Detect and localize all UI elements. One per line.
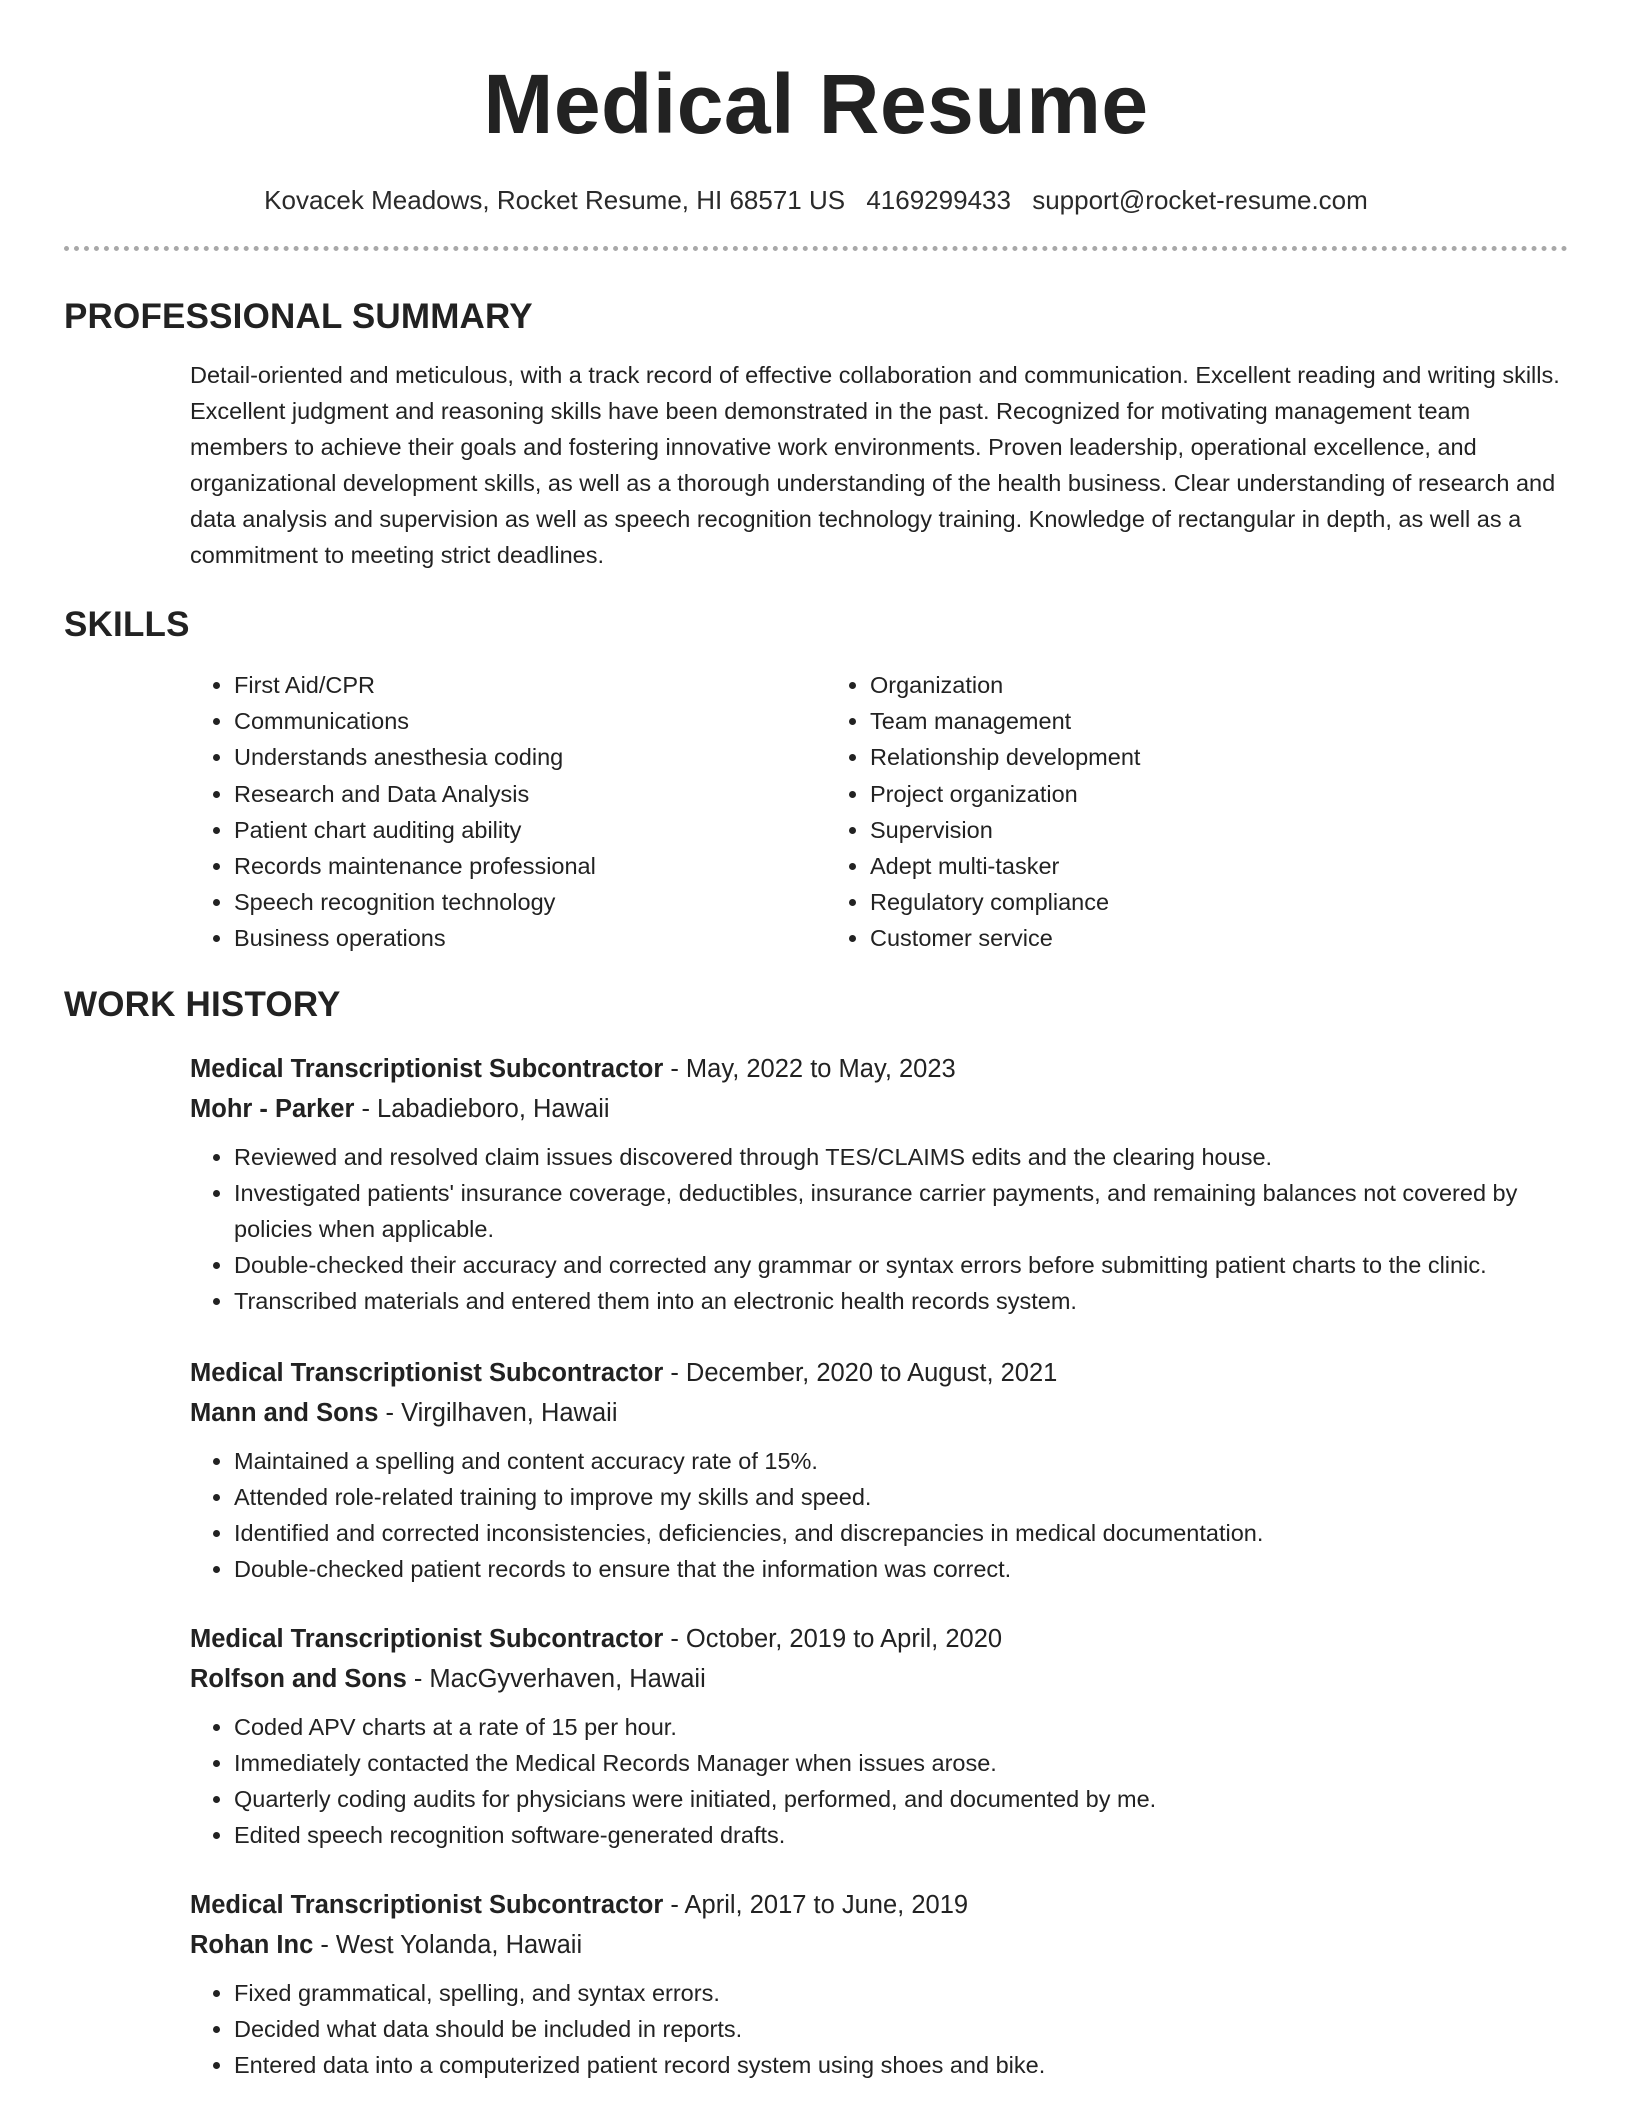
job-duty: • Immediately contacted the Medical Records Manager when issues arose. <box>234 1745 1568 1781</box>
skill-item: • Research and Data Analysis <box>234 776 826 812</box>
job-duty: • Reviewed and resolved claim issues discovered through TES/CLAIMS edits and the clearing house. <box>234 1139 1568 1175</box>
job-location: - West Yolanda, Hawaii <box>313 1930 583 1959</box>
skill-item: • Customer service <box>870 920 1462 956</box>
skill-item: • Understands anesthesia coding <box>234 739 826 775</box>
skill-item: • First Aid/CPR <box>234 667 826 703</box>
job-role: Medical Transcriptionist Subcontractor <box>190 1624 664 1653</box>
job-duty: • Identified and corrected inconsistencies, deficiencies, and discrepancies in medical documentation. <box>234 1515 1568 1551</box>
skill-item: • Organization <box>870 667 1462 703</box>
skills-heading: SKILLS <box>64 605 190 644</box>
job-company: Rohan Inc <box>190 1930 314 1959</box>
job-role: Medical Transcriptionist Subcontractor <box>190 1054 664 1083</box>
skill-item: • Team management <box>870 703 1462 739</box>
skill-item: • Business operations <box>234 920 826 956</box>
contact-line <box>64 184 1568 216</box>
job-title-line <box>190 1619 1568 1659</box>
job-entry <box>190 1353 1568 1587</box>
skill-item: • Records maintenance professional <box>234 848 826 884</box>
job-location: - Virgilhaven, Hawaii <box>378 1398 618 1427</box>
job-duty: • Maintained a spelling and content accuracy rate of 15%. <box>234 1443 1568 1479</box>
job-duty: • Coded APV charts at a rate of 15 per hour. <box>234 1709 1568 1745</box>
job-company: Rolfson and Sons <box>190 1664 407 1693</box>
job-entry <box>190 1619 1568 1853</box>
work-history-heading: WORK HISTORY <box>64 984 341 1024</box>
job-duty: • Fixed grammatical, spelling, and syntax errors. <box>234 1975 1568 2011</box>
contact-phone: 4169299433 <box>866 185 1011 215</box>
resume-title: Medical Resume <box>483 57 1149 151</box>
summary-heading: PROFESSIONAL SUMMARY <box>64 297 533 336</box>
job-title-line <box>190 1885 1568 1925</box>
skill-item: • Supervision <box>870 812 1462 848</box>
summary-text: Detail-oriented and meticulous, with a track record of effective collaboration and communication. Excellent reading and writing skills. Excellent judgment and reasoning skills have been demonstrated in the past. Recognized for motivating management team members to achieve their goals and fostering innovative work environments. Proven leadership, operational excellence, and organizational development skills, as well as a thorough understanding of the health business. Clear understanding of research and data analysis and supervision as well as speech recognition technology training. Knowledge of rectangular in depth, as well as a commitment to meeting strict deadlines. <box>190 362 1560 568</box>
job-duty: • Quarterly coding audits for physicians were initiated, performed, and documented by me. <box>234 1781 1568 1817</box>
skills-column-left <box>190 667 826 957</box>
job-duty: • Double-checked patient records to ensure that the information was correct. <box>234 1551 1568 1587</box>
skill-item: • Speech recognition technology <box>234 884 826 920</box>
skills-list <box>190 667 1568 957</box>
job-company-line <box>190 1089 1568 1129</box>
job-dates: - October, 2019 to April, 2020 <box>663 1624 1003 1653</box>
job-dates: - May, 2022 to May, 2023 <box>663 1054 956 1083</box>
job-company-line <box>190 1659 1568 1699</box>
job-company: Mohr - Parker <box>190 1094 355 1123</box>
job-company: Mann and Sons <box>190 1398 379 1427</box>
skill-item: • Regulatory compliance <box>870 884 1462 920</box>
job-company-line <box>190 1925 1568 1965</box>
job-duty: • Edited speech recognition software-generated drafts. <box>234 1817 1568 1853</box>
skill-item: • Adept multi-tasker <box>870 848 1462 884</box>
job-dates: - December, 2020 to August, 2021 <box>663 1358 1058 1387</box>
skill-item: • Relationship development <box>870 739 1462 775</box>
job-role: Medical Transcriptionist Subcontractor <box>190 1358 664 1387</box>
job-duties <box>190 1139 1568 1319</box>
job-entry <box>190 1885 1568 2083</box>
job-duty: • Attended role-related training to improve my skills and speed. <box>234 1479 1568 1515</box>
skill-item: • Project organization <box>870 776 1462 812</box>
job-dates: - April, 2017 to June, 2019 <box>663 1890 969 1919</box>
job-role: Medical Transcriptionist Subcontractor <box>190 1890 664 1919</box>
job-title-line <box>190 1353 1568 1393</box>
job-title-line <box>190 1049 1568 1089</box>
contact-address: Kovacek Meadows, Rocket Resume, HI 68571 US <box>264 185 846 215</box>
skills-column-right <box>826 667 1462 957</box>
skill-item: • Patient chart auditing ability <box>234 812 826 848</box>
job-location: - Labadieboro, Hawaii <box>354 1094 610 1123</box>
skill-item: • Communications <box>234 703 826 739</box>
job-duty: • Double-checked their accuracy and corrected any grammar or syntax errors before submitting patient charts to the clinic. <box>234 1247 1568 1283</box>
job-duty: • Decided what data should be included in reports. <box>234 2011 1568 2047</box>
contact-email: support@rocket-resume.com <box>1032 185 1368 215</box>
resume-header <box>64 0 1568 251</box>
job-company-line <box>190 1393 1568 1433</box>
job-duty: • Transcribed materials and entered them into an electronic health records system. <box>234 1283 1568 1319</box>
header-divider <box>64 246 1568 251</box>
job-duty: • Entered data into a computerized patient record system using shoes and bike. <box>234 2047 1568 2083</box>
job-duty: • Investigated patients' insurance coverage, deductibles, insurance carrier payments, and remaining balances not covered by policies when applicable. <box>234 1175 1568 1247</box>
job-location: - MacGyverhaven, Hawaii <box>406 1664 706 1693</box>
job-duties <box>190 1709 1568 1853</box>
job-duties <box>190 1975 1568 2083</box>
job-entry <box>190 1049 1568 1319</box>
job-duties <box>190 1443 1568 1587</box>
